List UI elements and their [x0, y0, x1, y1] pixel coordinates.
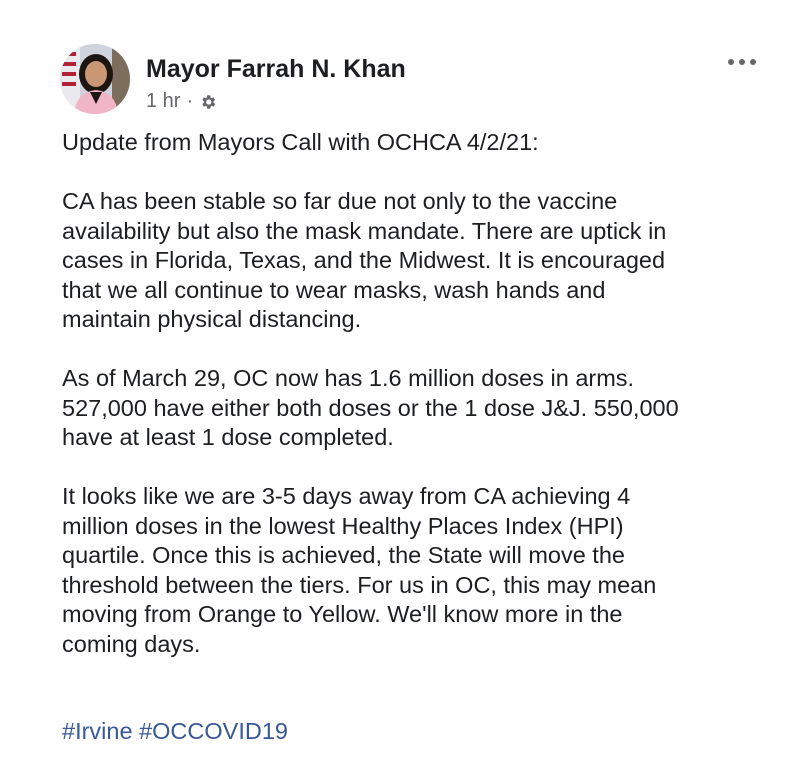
post-header — [60, 44, 750, 114]
post-body — [62, 128, 762, 689]
more-options-button[interactable] — [720, 50, 764, 74]
hashtag-irvine[interactable]: #Irvine — [62, 718, 133, 744]
post-timestamp[interactable]: 1 hr — [146, 90, 181, 112]
post-meta — [146, 90, 217, 113]
ellipsis-icon — [728, 59, 734, 65]
post-paragraph: Update from Mayors Call with OCHCA 4/2/21: — [62, 129, 539, 155]
hashtag-occovid19[interactable]: #OCCOVID19 — [139, 718, 288, 744]
avatar[interactable] — [60, 44, 130, 114]
avatar-image — [60, 44, 130, 114]
gear-icon[interactable] — [199, 93, 217, 111]
post-paragraph: As of March 29, OC now has 1.6 million doses in arms. 527,000 have either both doses or the 1 dose J&J. 550,000 have at least 1 dose completed. — [62, 365, 679, 450]
hashtag-list — [62, 717, 288, 747]
post-paragraph: CA has been stable so far due not only to the vaccine availability but also the mask mandate. There are uptick in cases in Florida, Texas, and the Midwest. It is encouraged that we all continue to wear masks, wash hands and maintain physical distancing. — [62, 188, 667, 332]
meta-separator: · — [186, 90, 194, 112]
author-name[interactable]: Mayor Farrah N. Khan — [146, 55, 406, 83]
post-paragraph: It looks like we are 3-5 days away from CA achieving 4 million doses in the lowest Healthy Places Index (HPI) quartile. Once this is achieved, the State will move the threshold between the tiers. For us in OC, this may mean moving from Orange to Yellow. We'll know more in the coming days. — [62, 483, 657, 657]
